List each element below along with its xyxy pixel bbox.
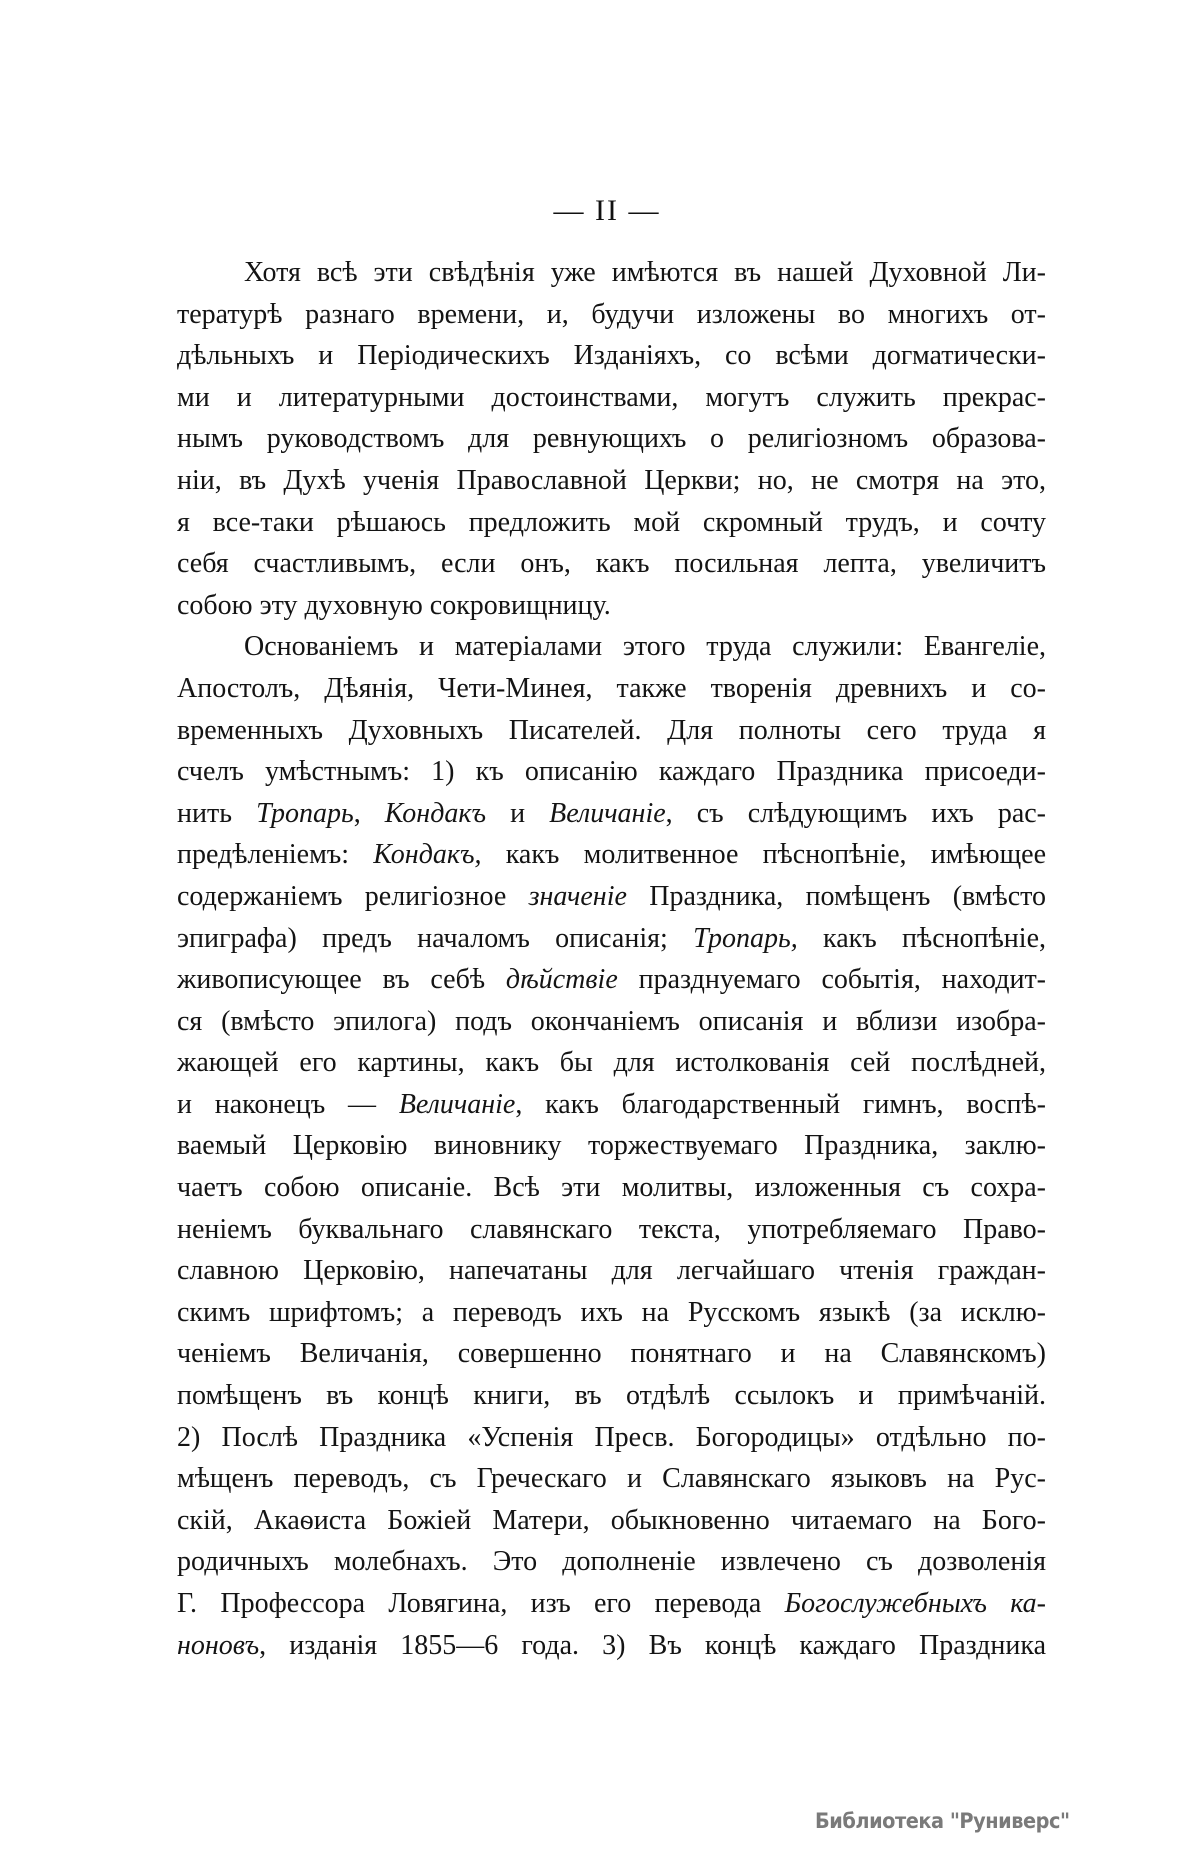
- italic-text: Величанiе: [398, 1088, 516, 1120]
- text-line: [177, 834, 1046, 876]
- text-segment: Апостолъ, Дѣянiя, Чети-Минея, также творенiя древнихъ и со-: [177, 672, 1046, 704]
- text-segment: жающей его картины, какъ бы для истолкованiя сей послѣдней,: [177, 1047, 1046, 1079]
- text-segment: 2) Послѣ Праздника «Успенiя Пресв. Богородицы» отдѣльно по-: [177, 1421, 1046, 1453]
- italic-text: Кондакъ,: [373, 839, 482, 871]
- italic-text: Тропарь,: [693, 922, 798, 954]
- text-segment: эпиграфа) предъ началомъ описанiя;: [177, 922, 694, 954]
- text-segment: ненiемъ буквальнаго славянскаго текста, употребляемаго Право-: [177, 1213, 1046, 1245]
- text-segment: собою эту духовную сокровищницу.: [177, 589, 611, 621]
- text-line: [177, 1375, 1046, 1417]
- text-line: [177, 1250, 1046, 1292]
- text-segment: содержанiемъ религiозное: [177, 880, 529, 912]
- text-segment: Праздника, помѣщенъ (вмѣсто: [626, 880, 1047, 912]
- text-line: [177, 1333, 1046, 1375]
- text-segment: родичныхъ молебнахъ. Это дополненiе извлечено съ дозволенiя: [177, 1546, 1046, 1578]
- text-line: [177, 502, 1046, 544]
- text-segment: какъ пѣснопѣнiе,: [797, 922, 1046, 954]
- text-segment: предѣленiемъ:: [177, 839, 374, 871]
- text-segment: Хотя всѣ эти свѣдѣнiя уже имѣются въ нашей Духовной Ли-: [244, 257, 1046, 288]
- text-line: [177, 1625, 1046, 1667]
- text-segment: помѣщенъ въ концѣ книги, въ отдѣлѣ ссылокъ и примѣчанiй.: [177, 1380, 1046, 1412]
- text-line: [177, 585, 1046, 627]
- paragraph: [177, 252, 1046, 626]
- text-segment: ся (вмѣсто эпилога) подъ окончанiемъ описанiя и вблизи изобра-: [177, 1005, 1046, 1037]
- text-segment: празднуемаго событiя, находит-: [617, 964, 1046, 996]
- text-segment: ваемый Церковiю виновнику торжествуемаго Праздника, заклю-: [177, 1130, 1046, 1162]
- text-segment: ,: [353, 797, 385, 829]
- text-segment: и: [486, 797, 550, 829]
- text-segment: какъ молитвенное пѣснопѣнiе, имѣющее: [481, 839, 1046, 871]
- text-line: [177, 294, 1046, 336]
- italic-text: Кондакъ: [384, 797, 486, 829]
- text-segment: чаетъ собою описанiе. Всѣ эти молитвы, изложенныя съ сохра-: [177, 1172, 1046, 1204]
- text-line: [177, 1167, 1046, 1209]
- text-segment: скимъ шрифтомъ; а переводъ ихъ на Русскомъ языкѣ (за исклю-: [177, 1296, 1046, 1328]
- page-number: — II —: [553, 194, 661, 227]
- text-segment: Основанiемъ и матерiалами этого труда служили: Евангелiе,: [244, 631, 1046, 663]
- italic-text: Богослужебныхъ ка-: [784, 1588, 1046, 1619]
- text-line: [177, 252, 1046, 294]
- italic-text: дѣйствiе: [505, 964, 618, 996]
- italic-text: Величанiе: [549, 797, 666, 829]
- text-segment: скiй, Акаѳиста Божiей Матери, обыкновенно читаемаго на Бого-: [177, 1504, 1046, 1536]
- text-line: [177, 543, 1046, 585]
- text-line: [177, 335, 1046, 377]
- text-line: [177, 959, 1046, 1001]
- text-segment: тературѣ разнаго времени, и, будучи изложены во многихъ от-: [177, 298, 1046, 330]
- text-line: [177, 1458, 1046, 1500]
- text-line: [177, 1042, 1046, 1084]
- text-line: [177, 1001, 1046, 1043]
- text-segment: Г. Профессора Ловягина, изъ его перевода: [177, 1588, 785, 1619]
- text-segment: живописующее въ себѣ: [177, 964, 506, 996]
- italic-text: ноновъ: [177, 1629, 260, 1661]
- paragraph: [177, 626, 1046, 1666]
- text-line: [177, 1417, 1046, 1459]
- text-line: [177, 1125, 1046, 1167]
- text-line: [177, 1084, 1046, 1126]
- text-line: [177, 377, 1046, 419]
- text-segment: ченiемъ Величанiя, совершенно понятнаго и на Славянскомъ): [177, 1338, 1046, 1370]
- text-segment: нымъ руководствомъ для ревнующихъ о религiозномъ образова-: [177, 423, 1046, 455]
- text-segment: мѣщенъ переводъ, съ Греческаго и Славянскаго языковъ на Рус-: [177, 1463, 1046, 1495]
- text-segment: , какъ благодарственный гимнъ, воспѣ-: [515, 1088, 1047, 1120]
- text-line: [177, 1292, 1046, 1334]
- text-segment: я все-таки рѣшаюсь предложить мой скромный трудъ, и сочту: [177, 506, 1046, 538]
- text-line: [177, 418, 1046, 460]
- text-line: [177, 460, 1046, 502]
- text-line: [177, 1500, 1046, 1542]
- text-segment: нить: [177, 797, 257, 829]
- text-line: [177, 668, 1046, 710]
- library-watermark: Библиотека "Руниверс": [815, 1809, 1070, 1833]
- text-segment: славною Церковiю, напечатаны для легчайшаго чтенiя граждан-: [177, 1255, 1046, 1287]
- text-segment: нiи, въ Духѣ ученiя Православной Церкви; но, не смотря на это,: [177, 464, 1046, 496]
- text-line: [177, 1541, 1046, 1583]
- text-segment: и наконецъ —: [177, 1088, 399, 1120]
- text-line: [177, 918, 1046, 960]
- text-line: [177, 1583, 1046, 1625]
- text-line: [177, 710, 1046, 752]
- body-text: [177, 252, 1046, 1666]
- text-line: [177, 1209, 1046, 1251]
- text-segment: , съ слѣдующимъ ихъ рас-: [665, 797, 1046, 829]
- text-segment: счелъ умѣстнымъ: 1) къ описанiю каждаго Праздника присоеди-: [177, 756, 1046, 788]
- text-line: [177, 793, 1046, 835]
- text-segment: , изданiя 1855—6 года. 3) Въ концѣ каждаго Праздника: [259, 1629, 1046, 1661]
- text-segment: временныхъ Духовныхъ Писателей. Для полноты сего труда я: [177, 714, 1046, 746]
- text-segment: дѣльныхъ и Перiодическихъ Изданiяхъ, со всѣми догматически-: [177, 340, 1046, 372]
- text-line: [177, 751, 1046, 793]
- text-line: [177, 876, 1046, 918]
- italic-text: Тропарь: [256, 797, 354, 829]
- text-line: [177, 626, 1046, 668]
- text-segment: ми и литературными достоинствами, могутъ служить прекрас-: [177, 381, 1046, 413]
- italic-text: значенiе: [528, 880, 627, 912]
- text-segment: себя счастливымъ, если онъ, какъ посильная лепта, увеличитъ: [177, 548, 1046, 580]
